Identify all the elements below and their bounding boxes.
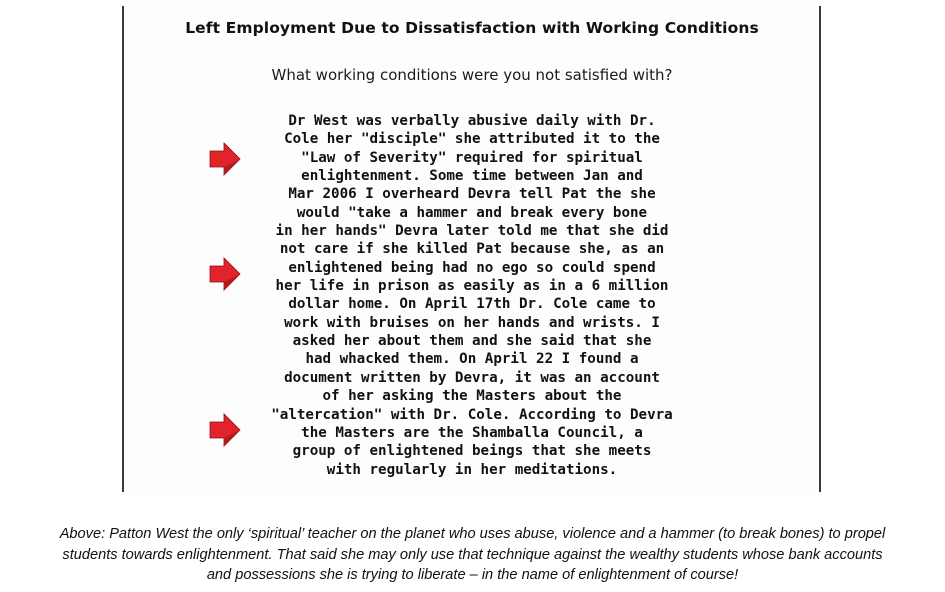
answer-line: Dr West was verbally abusive daily with Dr. <box>288 113 656 129</box>
answer-line: document written by Devra, it was an account <box>284 369 660 386</box>
answer-line: with regularly in her meditations. <box>326 461 618 478</box>
caption-line: and possessions she is trying to liberate – in the name of enlightenment of course! <box>206 567 739 583</box>
document-heading: Left Employment Due to Dissatisfaction with Working Conditions <box>185 19 759 37</box>
answer-line: "Law of Severity" required for spiritual <box>301 149 643 166</box>
red-arrow-icon <box>209 142 241 176</box>
answer-line: the Masters are the Shamballa Council, a <box>301 424 643 441</box>
answer-line: dollar home. On April 17th Dr. Cole came to <box>288 296 656 313</box>
answer-line: in her hands" Devra later told me that she did <box>275 223 669 240</box>
answer-line: would "take a hammer and break every bone <box>296 204 648 221</box>
answer-line: "altercation" with Dr. Cole. According to Devra <box>271 406 673 423</box>
answer-line: had whacked them. On April 22 I found a <box>305 351 639 368</box>
red-arrow-icon <box>209 413 241 447</box>
answer-line: her life in prison as easily as in a 6 million <box>275 278 669 295</box>
caption-line: Above: Patton West the only ‘spiritual’ teacher on the planet who uses abuse, violence and a hammer (to break bones) to propel <box>59 526 886 542</box>
red-arrow-icon <box>209 257 241 291</box>
image-caption <box>0 524 945 586</box>
answer-line: enlightenment. Some time between Jan and <box>301 168 643 185</box>
answer-line: of her asking the Masters about the <box>322 388 622 405</box>
answer-line: asked her about them and she said that she <box>292 333 652 350</box>
answer-line: Cole her "disciple" she attributed it to the <box>284 131 660 148</box>
document-question: What working conditions were you not satisfied with? <box>271 66 673 84</box>
caption-line: students towards enlightenment. That said she may only use that technique against the wealthy students whose bank accounts <box>62 546 883 563</box>
answer-line: work with bruises on her hands and wrists. I <box>284 314 660 331</box>
document-answer <box>252 112 692 479</box>
answer-line: Mar 2006 I overheard Devra tell Pat the she <box>288 186 656 203</box>
answer-line: enlightened being had no ego so could spend <box>288 259 656 276</box>
answer-line: group of enlightened beings that she meets <box>292 443 652 460</box>
answer-line: not care if she killed Pat because she, as an <box>279 241 665 258</box>
